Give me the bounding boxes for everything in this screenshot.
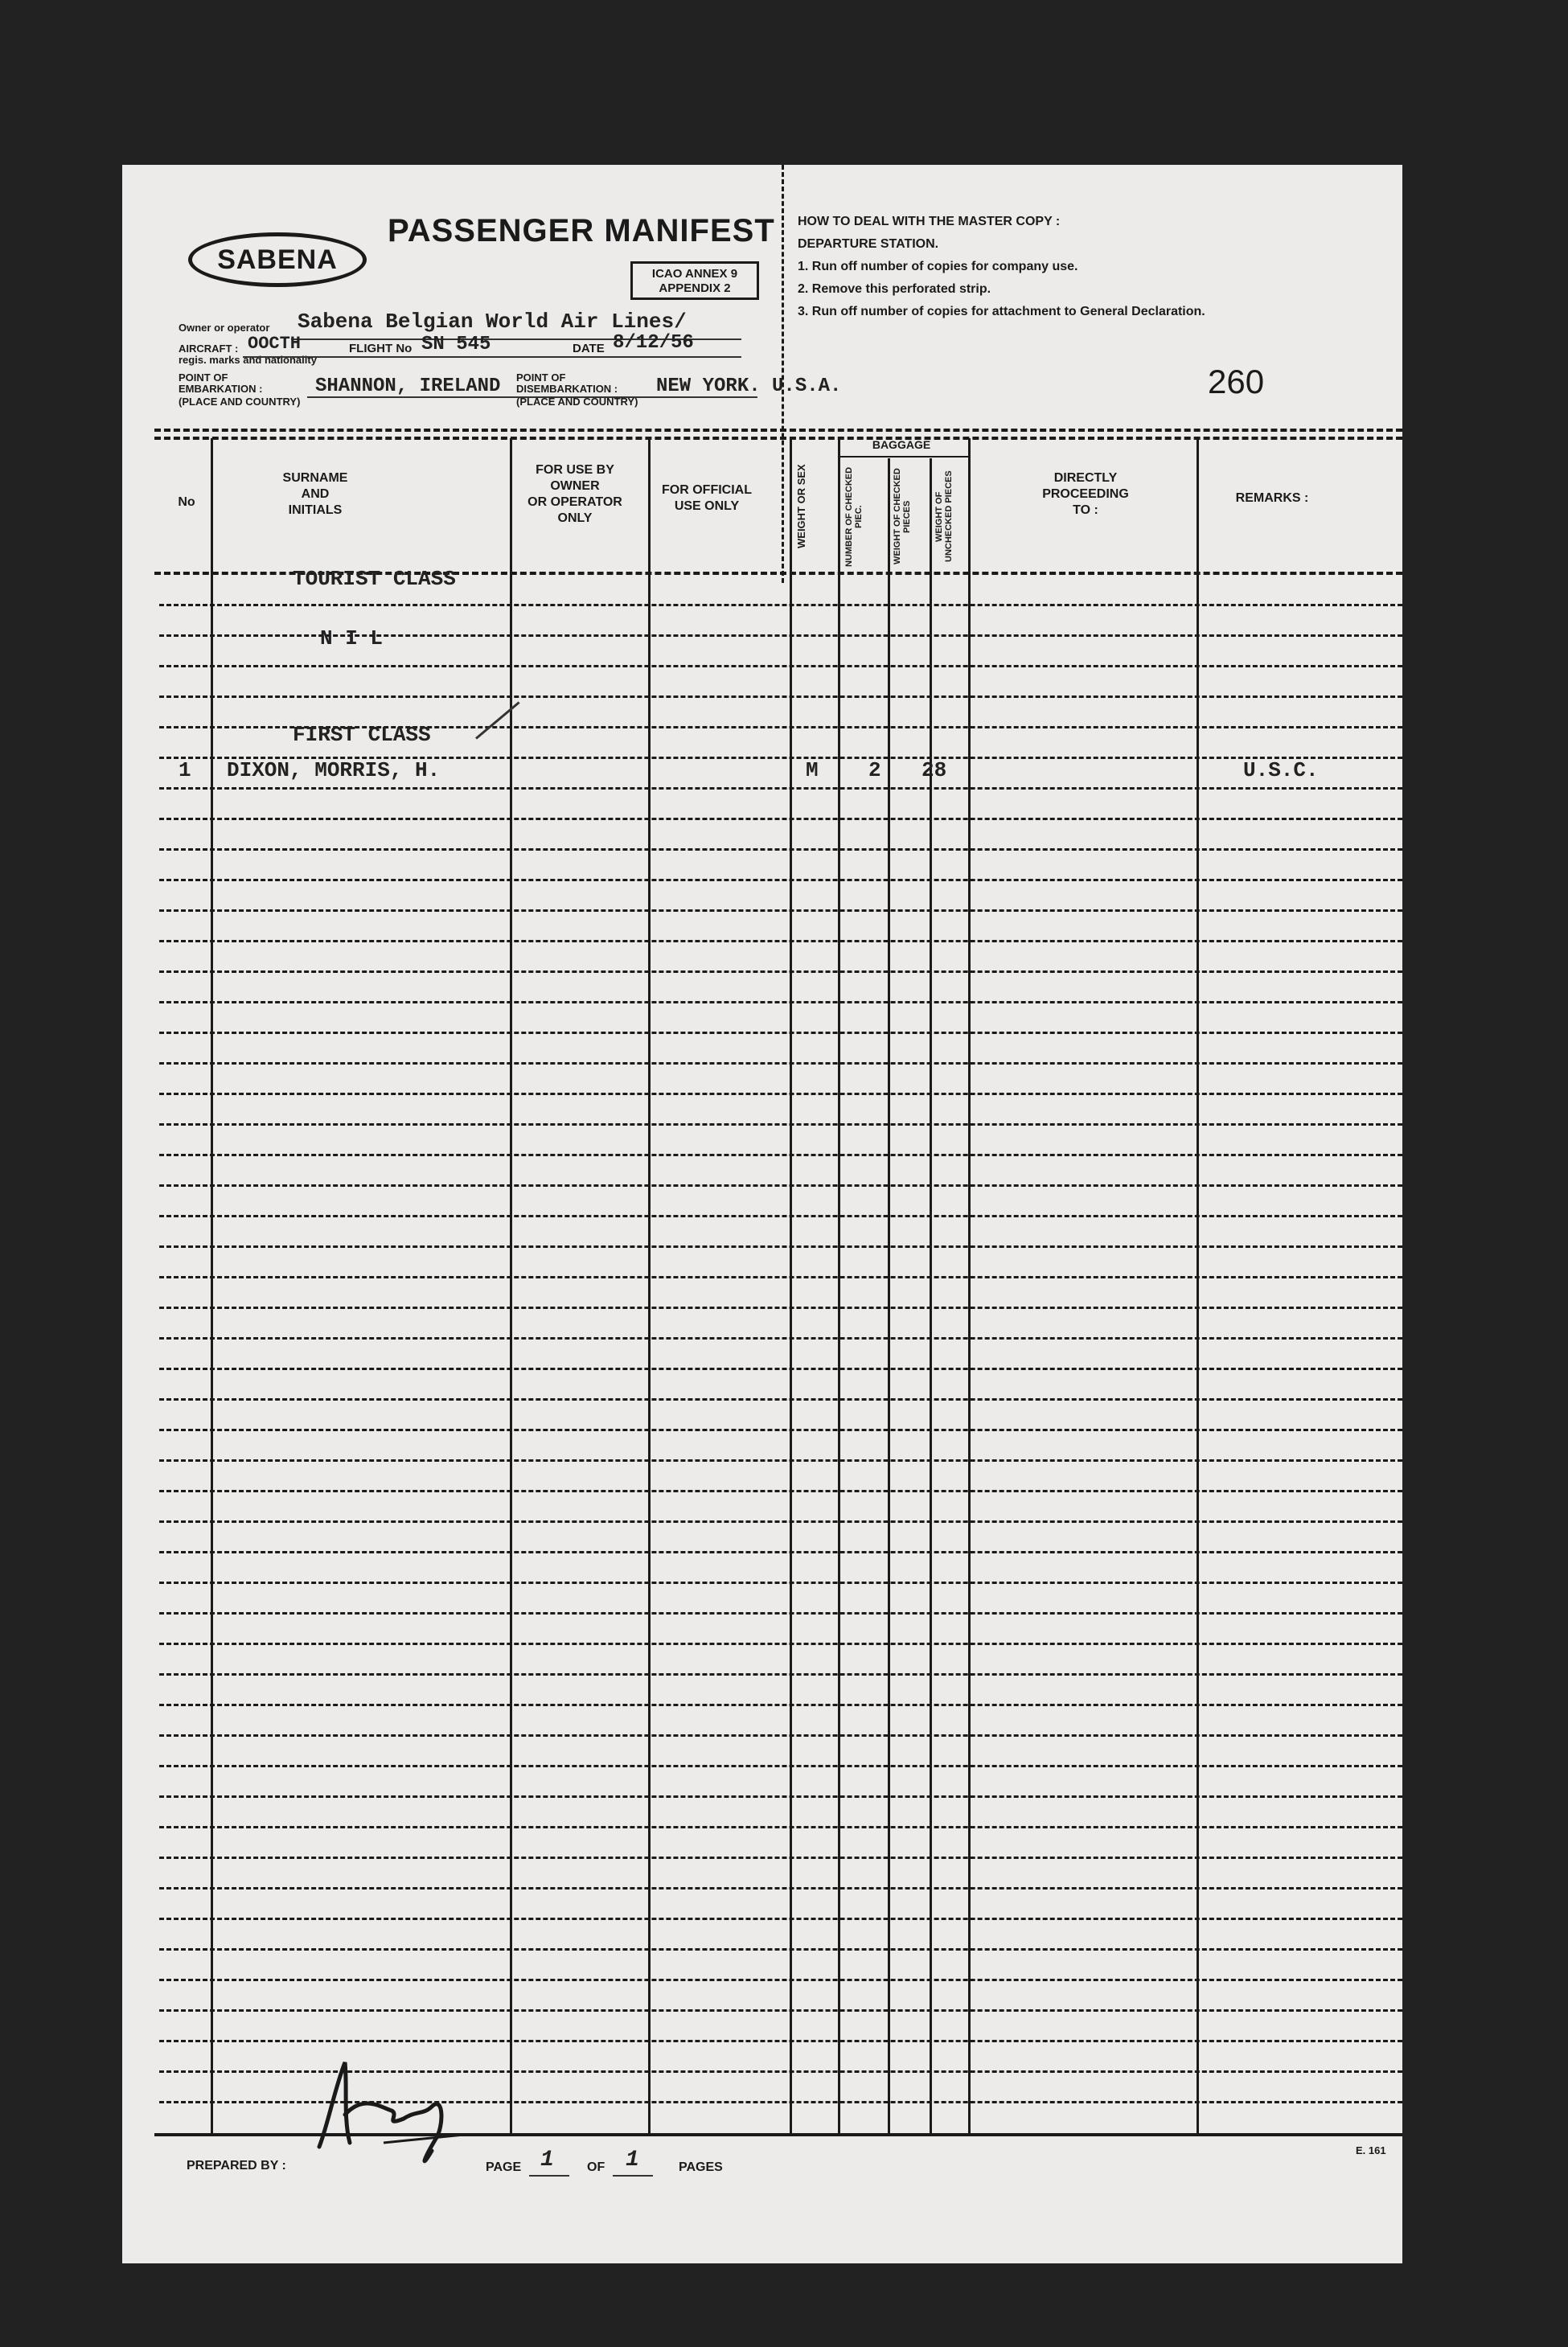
- table-top-border: [154, 429, 1402, 432]
- table-row-line: [159, 879, 1402, 881]
- aircraft-value: OOCTH: [248, 334, 302, 354]
- table-row-line: [159, 1184, 1402, 1187]
- embark-sub-label: (PLACE AND COUNTRY): [179, 396, 301, 408]
- table-row-line: [159, 1734, 1402, 1737]
- table-row-line: [159, 1551, 1402, 1553]
- embark-label-2: EMBARKATION :: [179, 383, 263, 395]
- table-row-line: [159, 970, 1402, 973]
- passenger-no: 1: [179, 758, 191, 782]
- page-underline: [529, 2175, 569, 2177]
- col-divider-8: [968, 438, 971, 2135]
- col-divider-2: [510, 438, 512, 2135]
- col-weight-unchecked: WEIGHT OF UNCHECKED PIECES: [934, 470, 954, 563]
- table-row-line: [159, 1520, 1402, 1523]
- table-row-line: [159, 1368, 1402, 1370]
- col-surname-line-2: AND: [301, 487, 330, 501]
- table-row-line: [159, 1276, 1402, 1278]
- col-surname-line-1: SURNAME: [282, 471, 348, 485]
- instructions-step-2: 2. Remove this perforated strip.: [798, 282, 991, 296]
- first-class-label: FIRST CLASS: [293, 723, 431, 747]
- form-code: E. 161: [1356, 2144, 1386, 2156]
- col-divider-7: [930, 458, 932, 2135]
- of-label: OF: [587, 2160, 605, 2174]
- col-official: [646, 482, 767, 515]
- embark-value: SHANNON, IRELAND: [315, 375, 501, 397]
- passenger-name: DIXON, MORRIS, H.: [227, 758, 441, 782]
- col-owner-line-1: FOR USE BY: [536, 463, 614, 477]
- page-label: PAGE: [486, 2160, 522, 2174]
- table-row-line: [159, 1765, 1402, 1767]
- table-row-line: [159, 1887, 1402, 1889]
- logo-text: SABENA: [217, 244, 338, 275]
- prepared-by-label: PREPARED BY :: [187, 2159, 286, 2173]
- table-row-line: [159, 1337, 1402, 1340]
- col-official-line-1: FOR OFFICIAL: [662, 483, 752, 497]
- table-row-line: [159, 909, 1402, 912]
- table-top-border-2: [154, 437, 1402, 440]
- col-weight-checked: WEIGHT OF CHECKED PIECES: [893, 468, 912, 565]
- col-proceeding-line-1: DIRECTLY: [1053, 471, 1118, 485]
- page-value: 1: [540, 2148, 554, 2173]
- aircraft-sub-label: regis. marks and nationality: [179, 354, 317, 366]
- passenger-pieces: 2: [868, 758, 881, 782]
- col-baggage: BAGGAGE: [872, 438, 931, 451]
- col-divider-1: [211, 438, 213, 2135]
- col-surname-line-3: INITIALS: [288, 503, 343, 517]
- table-row-line: [159, 1398, 1402, 1401]
- table-row-line: [159, 940, 1402, 942]
- table-row-line: [159, 1673, 1402, 1676]
- col-no: No: [178, 495, 195, 509]
- instructions-step-3: 3. Run off number of copies for attachment to General Declaration.: [798, 305, 1205, 318]
- col-divider-3: [648, 438, 651, 2135]
- instructions-heading: HOW TO DEAL WITH THE MASTER COPY :: [798, 215, 1061, 228]
- table-row-line: [159, 848, 1402, 851]
- date-value: 8/12/56: [613, 332, 694, 354]
- table-row-line: [159, 1979, 1402, 1981]
- col-remarks: REMARKS :: [1235, 491, 1309, 505]
- perforation-line: [782, 165, 784, 583]
- table-row-line: [159, 1490, 1402, 1492]
- col-divider-6: [888, 458, 890, 2135]
- tourist-class-label: TOURIST CLASS: [293, 567, 456, 591]
- table-row-line: [159, 1582, 1402, 1584]
- table-row-line: [159, 1918, 1402, 1920]
- table-row-line: [159, 1612, 1402, 1615]
- passenger-weight: 28: [922, 758, 947, 782]
- instructions-station: DEPARTURE STATION.: [798, 237, 939, 251]
- col-divider-5: [838, 438, 840, 2135]
- form-number: 260: [1208, 363, 1265, 400]
- col-surname: [211, 470, 420, 519]
- aircraft-underline: [243, 356, 741, 358]
- table-row-line: [159, 787, 1402, 790]
- instructions-step-1: 1. Run off number of copies for company use.: [798, 260, 1078, 273]
- table-row-line: [159, 1948, 1402, 1951]
- pen-stroke: [475, 701, 520, 739]
- table-row-line: [159, 1643, 1402, 1645]
- date-label: DATE: [573, 342, 605, 355]
- table-row-line: [159, 1001, 1402, 1003]
- table-row-line: [159, 1857, 1402, 1859]
- table-row-line: [159, 818, 1402, 820]
- table-row-line: [159, 1826, 1402, 1828]
- table-row-line: [159, 1093, 1402, 1095]
- nil-label: N I L: [320, 626, 384, 650]
- signature: [303, 2030, 464, 2167]
- table-row-line: [159, 665, 1402, 667]
- disembark-sub-label: (PLACE AND COUNTRY): [516, 396, 638, 408]
- col-owner-line-2: OWNER: [550, 479, 600, 493]
- table-row-line: [159, 1215, 1402, 1217]
- table-row-line: [159, 604, 1402, 606]
- col-owner: [515, 462, 635, 527]
- table-row-line: [159, 1032, 1402, 1034]
- aircraft-label: AIRCRAFT :: [179, 343, 239, 355]
- col-divider-4: [790, 438, 792, 2135]
- icao-box: [630, 261, 759, 300]
- col-divider-9: [1197, 438, 1199, 2135]
- baggage-divider: [839, 456, 968, 458]
- table-row-line: [159, 1307, 1402, 1309]
- of-value: 1: [626, 2148, 639, 2173]
- col-num-checked: NUMBER OF CHECKED PIEC.: [844, 466, 864, 567]
- operator-value: Sabena Belgian World Air Lines/: [298, 310, 687, 334]
- embark-label-1: POINT OF: [179, 371, 228, 384]
- col-official-line-2: USE ONLY: [674, 499, 740, 513]
- disembark-label-2: DISEMBARKATION :: [516, 383, 618, 395]
- pages-label: PAGES: [679, 2160, 723, 2174]
- table-row-line: [159, 1459, 1402, 1462]
- col-proceeding-line-2: PROCEEDING: [1042, 487, 1129, 501]
- table-row-line: [159, 1123, 1402, 1126]
- col-proceeding: [1021, 470, 1150, 519]
- icao-line-2: APPENDIX 2: [659, 281, 731, 295]
- manifest-page: [122, 165, 1402, 2263]
- col-owner-line-3: OR OPERATOR: [527, 495, 622, 509]
- disembark-value: NEW YORK. U.S.A.: [656, 375, 842, 397]
- table-row-line: [159, 2009, 1402, 2012]
- passenger-remarks: U.S.C.: [1243, 758, 1319, 782]
- table-row-line: [159, 695, 1402, 698]
- table-row-line: [159, 1795, 1402, 1798]
- table-row-line: [159, 1154, 1402, 1156]
- table-row-line: [159, 1704, 1402, 1706]
- flight-value: SN 545: [421, 334, 491, 355]
- table-row-line: [159, 1062, 1402, 1065]
- operator-label: Owner or operator: [179, 322, 270, 334]
- col-weight-sex: WEIGHT OR SEX: [795, 464, 807, 549]
- icao-line-1: ICAO ANNEX 9: [651, 267, 738, 281]
- flight-label: FLIGHT No: [349, 342, 413, 355]
- table-row-line: [159, 1429, 1402, 1431]
- col-proceeding-line-3: TO :: [1073, 503, 1098, 517]
- of-underline: [613, 2175, 653, 2177]
- embark-underline: [307, 396, 757, 398]
- col-owner-line-4: ONLY: [557, 511, 593, 525]
- passenger-sex: M: [806, 758, 819, 782]
- disembark-label-1: POINT OF: [516, 371, 566, 384]
- page-title: PASSENGER MANIFEST: [388, 213, 775, 248]
- sabena-logo: [188, 232, 367, 287]
- table-row-line: [159, 1245, 1402, 1248]
